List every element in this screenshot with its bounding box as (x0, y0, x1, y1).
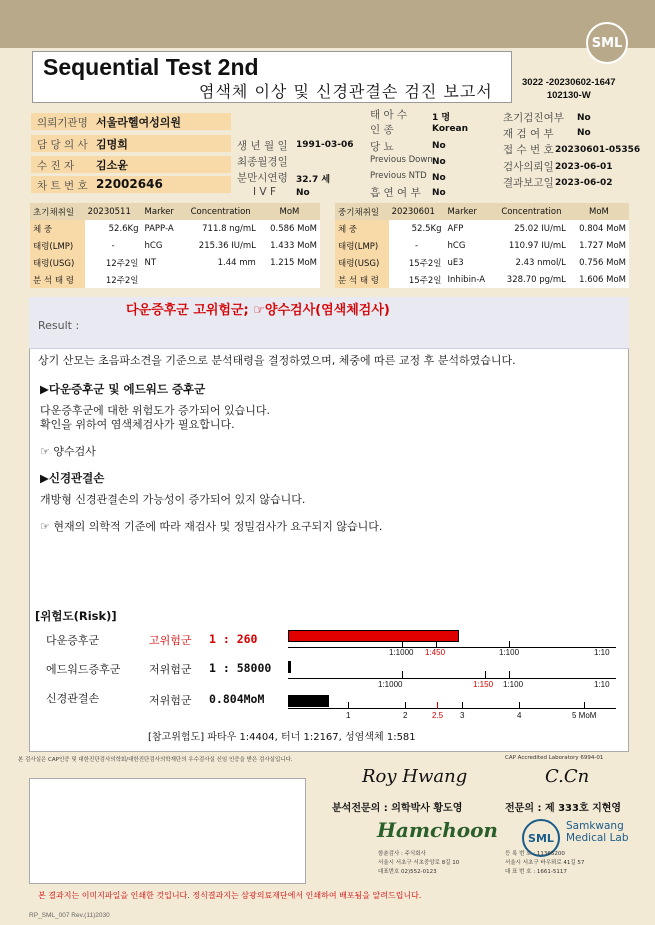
report-title: Sequential Test 2nd (43, 54, 259, 80)
table-row (30, 254, 320, 271)
table-cell (182, 271, 258, 288)
table-cell: MoM (569, 203, 629, 220)
axis-tick (405, 702, 406, 709)
table-cell: 52.6Kg (85, 220, 142, 237)
table-cell: 20230601 (389, 203, 445, 220)
table-cell: 1.433 MoM (259, 237, 320, 254)
table-cell: 태령(USG) (335, 254, 389, 271)
table-cell: 태령(LMP) (30, 237, 85, 254)
examinee-name: 김소윤 (96, 159, 128, 172)
table-cell: 215.36 IU/mL (182, 237, 258, 254)
risk-axis-down (288, 647, 616, 648)
prev-down-value: No (432, 157, 446, 167)
table-cell: 711.8 ng/mL (182, 220, 258, 237)
tick-label: 1:10 (594, 648, 610, 657)
table-header-row (30, 203, 320, 220)
table-cell: 1.44 mm (182, 254, 258, 271)
retest-label: 재 검 여 부 (503, 128, 554, 140)
smoking-label: 흡 연 여 부 (370, 187, 421, 199)
table-cell: 15주2일 (389, 271, 445, 288)
race-label: 인 종 (370, 124, 394, 136)
risk-name-down: 다운증후군 (46, 634, 100, 647)
request-date-value: 2023-06-01 (555, 162, 613, 172)
print-notice: 본 결과지는 이미지파일을 인쇄한 것입니다. 정식결과지는 삼광의료재단에서 인쇄하여 배포됨을 알려드립니다. (38, 891, 422, 900)
request-date-label: 검사의뢰일 (503, 161, 554, 173)
result-label: Result : (38, 319, 80, 332)
table-cell: 1.606 MoM (569, 271, 629, 288)
table-cell: 2.43 nmol/L (494, 254, 569, 271)
table-cell: 초기채취일 (30, 203, 85, 220)
sml-name: Samkwang Medical Lab (566, 820, 629, 844)
cap-note: CAP Accredited Laboratory 6994-01 (505, 755, 604, 761)
report-subtitle: 염색체 이상 및 신경관결손 검진 보고서 (199, 82, 493, 101)
tick-label: 3 (460, 711, 465, 720)
document-number: 3022 -20230602-1647 102130-W (522, 77, 616, 101)
tick-label: 1:100 (499, 648, 520, 657)
accreditation-note: 본 검사실은 CAP인증 및 대한진단검사의학회/대한진단검사의학재단의 우수검사실 신임 인증을 받은 검사실입니다. (18, 757, 293, 763)
dob-label: 생 년 월 일 (237, 140, 288, 152)
top-band (0, 0, 655, 48)
table-cell: 328.70 pg/mL (494, 271, 569, 288)
tick-label: 2.5 (432, 711, 444, 720)
table-cell: 분 석 태 령 (335, 271, 389, 288)
table-cell: 12주2일 (85, 271, 142, 288)
result-line: 상기 산모는 초음파소견을 기준으로 분석태령을 결정하였으며, 체중에 따른 교정 후 분석하였습니다. (38, 354, 516, 367)
table-cell: Concentration (182, 203, 258, 220)
risk-bar-ntd (288, 695, 329, 707)
tick-label: 5 MoM (572, 711, 597, 720)
table-cell: 0.586 MoM (259, 220, 320, 237)
axis-tick (519, 702, 520, 709)
table-cell: 25.02 IU/mL (494, 220, 569, 237)
table-cell: 0.804 MoM (569, 220, 629, 237)
doctor-label: 담 당 의 사 (37, 139, 88, 151)
table-header-row (335, 203, 629, 220)
table-row (30, 220, 320, 237)
tick-label: 1:100 (503, 680, 524, 689)
result-line: ☞ 양수검사 (40, 445, 96, 458)
table-cell: 중기채취일 (335, 203, 389, 220)
table-cell: 태령(LMP) (335, 237, 389, 254)
table-cell: 분 석 태 령 (30, 271, 85, 288)
age-label: 분만시연령 (237, 172, 288, 184)
signature-image: C.Cn (545, 766, 590, 787)
hospital-name: 서울라헬여성의원 (96, 116, 182, 129)
table-row (335, 254, 629, 271)
axis-tick (485, 671, 486, 678)
risk-level-ntd: 저위험군 (149, 694, 192, 707)
lmp-label: 최종월경일 (237, 156, 288, 168)
hamchoon-address: 함춘검사 : 주식회사 서울시 서초구 서초중앙로 8길 10 대표번호 02)552-0123 (378, 851, 460, 875)
risk-level-down: 고위험군 (149, 634, 192, 647)
table-cell: PAPP-A (142, 220, 183, 237)
table-cell: hCG (142, 237, 183, 254)
blank-box (29, 778, 306, 884)
dob-value: 1991-03-06 (296, 140, 354, 150)
table-cell (259, 271, 320, 288)
table-cell: 110.97 IU/mL (494, 237, 569, 254)
axis-tick (348, 702, 349, 709)
chart-label: 차 트 번 호 (37, 180, 88, 192)
table-cell: uE3 (445, 254, 494, 271)
second-trimester-table (335, 203, 629, 288)
axis-tick (509, 671, 510, 678)
table-row (30, 271, 320, 288)
tick-label: 1:1000 (378, 680, 403, 689)
fetus-label: 태 아 수 (370, 109, 408, 121)
axis-tick (436, 641, 437, 648)
doctor-name: 김명희 (96, 138, 128, 151)
tick-label: 1 (346, 711, 351, 720)
tick-label: 2 (403, 711, 408, 720)
tick-label: 1:150 (473, 680, 494, 689)
axis-tick (462, 702, 463, 709)
tick-label: 1:1000 (389, 648, 414, 657)
axis-tick (437, 702, 438, 709)
section-heading-down-edwards: ▶다운증후군 및 에드워드 증후군 (40, 382, 206, 396)
table-cell: - (389, 237, 445, 254)
risk-title: [위험도(Risk)] (35, 609, 117, 623)
table-cell: 12주2일 (85, 254, 142, 271)
risk-bar-edwards (288, 661, 291, 673)
reception-value: 20230601-05356 (555, 145, 641, 155)
reference-risk: [참고위험도] 파타우 1:4404, 터너 1:2167, 성염색체 1:581 (148, 732, 416, 743)
prev-down-label: Previous Down (370, 155, 433, 165)
ivf-value: No (296, 188, 310, 198)
retest-value: No (577, 128, 591, 138)
risk-name-ntd: 신경관결손 (46, 692, 100, 705)
table-cell: 52.5Kg (389, 220, 445, 237)
risk-axis-ntd (288, 708, 616, 709)
table-cell: - (85, 237, 142, 254)
hospital-label: 의뢰기관명 (37, 117, 88, 129)
sml-logo-icon: SML (586, 22, 628, 64)
axis-tick (584, 702, 585, 709)
table-cell: Marker (142, 203, 183, 220)
risk-name-edwards: 에드워드증후군 (46, 663, 121, 676)
signer-specialist: 전문의 : 제 333호 지현영 (505, 803, 622, 814)
first-exam-value: No (577, 113, 591, 123)
result-line: 확인을 위하여 염색체검사가 필요합니다. (40, 418, 235, 431)
axis-tick (509, 641, 510, 648)
svg-text:SML: SML (528, 832, 554, 845)
table-row (335, 220, 629, 237)
form-number: RP_SML_007 Rev.(11)2030 (29, 912, 110, 919)
prev-ntd-value: No (432, 173, 446, 183)
table-cell: Concentration (494, 203, 569, 220)
prev-ntd-label: Previous NTD (370, 171, 427, 181)
table-row (335, 271, 629, 288)
risk-value-edwards: 1 : 58000 (209, 661, 272, 675)
table-cell: 1.215 MoM (259, 254, 320, 271)
report-date-value: 2023-06-02 (555, 178, 613, 188)
signature-image: Roy Hwang (362, 766, 468, 787)
table-cell: MoM (259, 203, 320, 220)
table-cell: AFP (445, 220, 494, 237)
result-line: 다운증후군에 대한 위험도가 증가되어 있습니다. (40, 404, 271, 417)
diabetes-value: No (432, 141, 446, 151)
section-heading-ntd: ▶신경관결손 (40, 471, 105, 485)
table-cell: 20230511 (85, 203, 142, 220)
tick-label: 1:10 (594, 680, 610, 689)
table-cell: Marker (445, 203, 494, 220)
axis-tick (402, 671, 403, 678)
table-cell: 체 중 (335, 220, 389, 237)
reception-label: 접 수 번 호 (503, 144, 554, 156)
result-line: 개방형 신경관결손의 가능성이 증가되어 있지 않습니다. (40, 493, 306, 506)
table-cell: 15주2일 (389, 254, 445, 271)
diabetes-label: 당 뇨 (370, 141, 394, 153)
tick-label: 4 (517, 711, 522, 720)
table-cell: 체 중 (30, 220, 85, 237)
table-cell: 태령(USG) (30, 254, 85, 271)
risk-bar-down (288, 630, 459, 642)
smoking-value: No (432, 188, 446, 198)
table-row (30, 237, 320, 254)
age-value: 32.7 세 (296, 175, 331, 185)
axis-tick (402, 641, 403, 648)
chart-number: 22002646 (96, 177, 163, 191)
tick-label: 1:450 (425, 648, 446, 657)
table-cell: 0.756 MoM (569, 254, 629, 271)
ivf-label: I V F (253, 186, 276, 198)
signer-analysis: 분석전문의 : 의학박사 황도영 (332, 803, 463, 814)
first-trimester-table (30, 203, 320, 288)
table-cell: hCG (445, 237, 494, 254)
table-row (335, 237, 629, 254)
fetus-value: 1 명 (432, 113, 451, 123)
race-value: Korean (432, 124, 469, 134)
risk-value-down: 1 : 260 (209, 632, 258, 646)
risk-value-ntd: 0.804MoM (209, 692, 265, 706)
risk-axis-edwards (288, 678, 616, 679)
table-cell: 1.727 MoM (569, 237, 629, 254)
report-date-label: 결과보고일 (503, 177, 554, 189)
hamchoon-logo: Hamchoon (377, 818, 498, 842)
sml-address: 등 록 번 호 : 11365200 서울시 서초구 바우뫼로 41길 57 대 표 번 호 : 1661-5117 (505, 851, 585, 875)
examinee-label: 수 진 자 (37, 160, 75, 172)
result-line: ☞ 현재의 의학적 기준에 따라 재검사 및 정밀검사가 요구되지 않습니다. (40, 520, 383, 533)
table-cell: Inhibin-A (445, 271, 494, 288)
risk-level-edwards: 저위험군 (149, 663, 192, 676)
result-summary: 다운증후군 고위험군; ☞양수검사(염색체검사) (126, 303, 390, 318)
table-cell: NT (142, 254, 183, 271)
first-exam-label: 초기검진여부 (503, 112, 564, 124)
table-cell (142, 271, 183, 288)
